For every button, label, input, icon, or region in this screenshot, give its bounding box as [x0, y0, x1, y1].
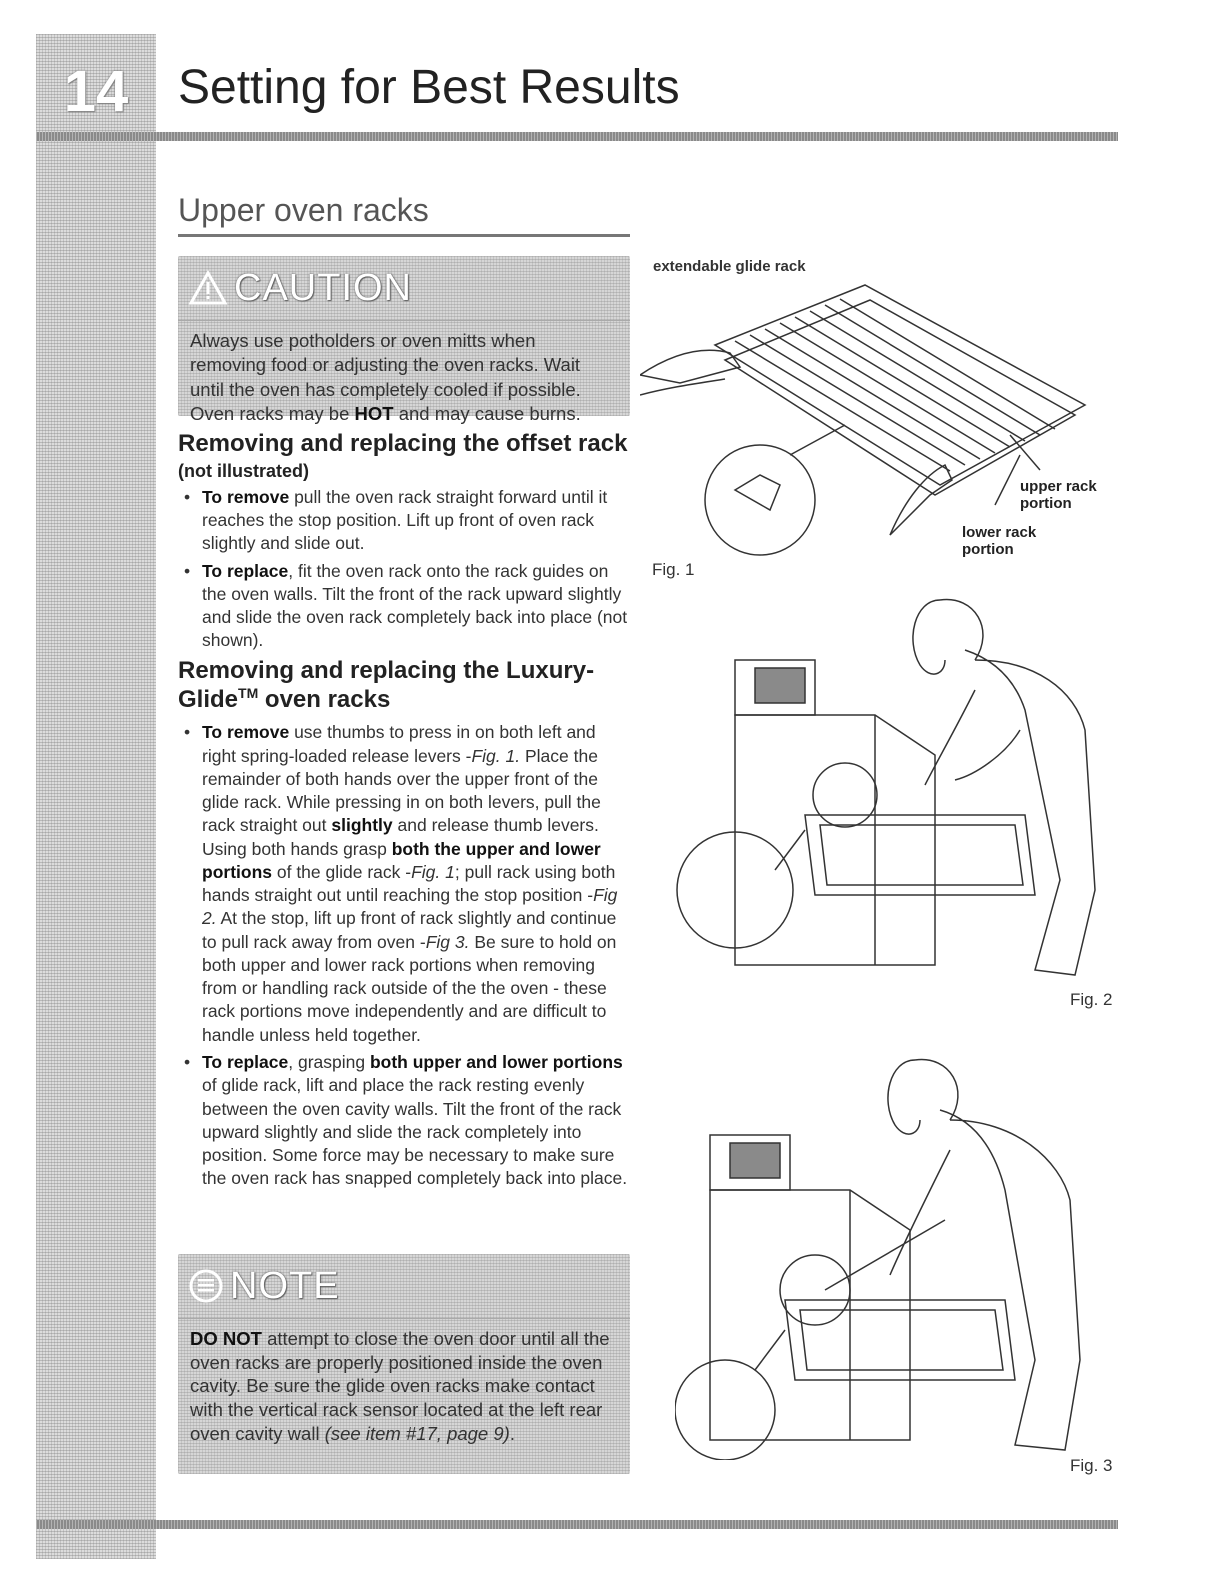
fig3-caption: Fig. 3	[1070, 1456, 1113, 1475]
note-header	[178, 1254, 630, 1319]
note-box	[178, 1254, 630, 1474]
caution-text: Always use potholders or oven mitts when removing food or adjusting the oven racks. Wait until the oven has completely cooled if possible. Oven racks may be HOT and may cause burns.	[190, 330, 581, 425]
fig1-title: extendable glide rack	[653, 258, 806, 275]
page-title: Setting for Best Results	[178, 61, 680, 114]
hot-emphasis: HOT	[354, 403, 394, 425]
caution-header	[178, 256, 630, 321]
offset-rack-steps	[178, 486, 630, 653]
caution-box	[178, 256, 630, 425]
note-heading: NOTE	[230, 1264, 340, 1307]
offset-rack-heading: Removing and replacing the offset rack	[178, 430, 628, 457]
side-strip	[36, 34, 156, 1559]
section-title: Upper oven racks	[178, 192, 429, 228]
warning-triangle-icon	[188, 270, 228, 306]
caution-heading: CAUTION	[234, 266, 412, 309]
note-text: DO NOT attempt to close the oven door until all the oven racks are properly positioned inside the oven cavity. Be sure the glide oven racks make contact with the vertical rack sensor located at the left rear oven cavity wall (see item #17, page 9).	[190, 1328, 610, 1444]
luxury-glide-heading: Removing and replacing the Luxury-Glide™ oven racks	[178, 656, 595, 714]
fig3-lift-rack-illustration	[675, 1040, 1115, 1460]
fig1-glide-rack-illustration	[640, 275, 1110, 575]
list-item: • To replace, grasping both upper and lower portions of glide rack, lift and place the rack resting evenly between the oven cavity walls. Tilt the front of the rack upward slightly and slide the rack completely into position. Some force may be necessary to make sure the oven rack has snapped completely back into place.	[178, 1051, 630, 1191]
note-icon	[188, 1268, 224, 1304]
fig2-caption: Fig. 2	[1070, 990, 1113, 1009]
header-rule	[36, 132, 1118, 141]
offset-rack-subnote: (not illustrated)	[178, 460, 309, 481]
instructions-column	[178, 430, 630, 1195]
list-item: • To remove use thumbs to press in on both left and right spring-loaded release levers -Fig. 1. Place the remainder of both hands over the upper front of the glide rack. While pressing in on both levers, pull the rack straight out slightly and release thumb levers. Using both hands grasp both the upper and lower portions of the glide rack -Fig. 1; pull rack using both hands straight out until reaching the stop position -Fig 2. At the stop, lift up front of rack slightly and continue to pull rack away from oven -Fig 3. Be sure to hold on both upper and lower rack portions when removing from or handling rack outside of the the oven - these rack portions move independently and are difficult to handle unless held together.	[178, 721, 630, 1047]
footer-rule	[36, 1520, 1118, 1529]
page-number: 14	[63, 59, 129, 124]
luxury-glide-steps	[178, 721, 630, 1190]
fig1-caption: Fig. 1	[652, 560, 695, 579]
fig2-pull-rack-illustration	[675, 580, 1115, 990]
list-item: • To replace, fit the oven rack onto the rack guides on the oven walls. Tilt the front of the rack upward slightly and slide the oven rack completely back into place (not shown).	[178, 560, 630, 653]
upper-rack-label: upper rack portion	[1020, 478, 1097, 513]
section-rule	[178, 234, 630, 237]
list-item: • To remove pull the oven rack straight forward until it reaches the stop position. Lift up front of oven rack slightly and slide out.	[178, 486, 630, 556]
lower-rack-label: lower rack portion	[962, 524, 1037, 559]
